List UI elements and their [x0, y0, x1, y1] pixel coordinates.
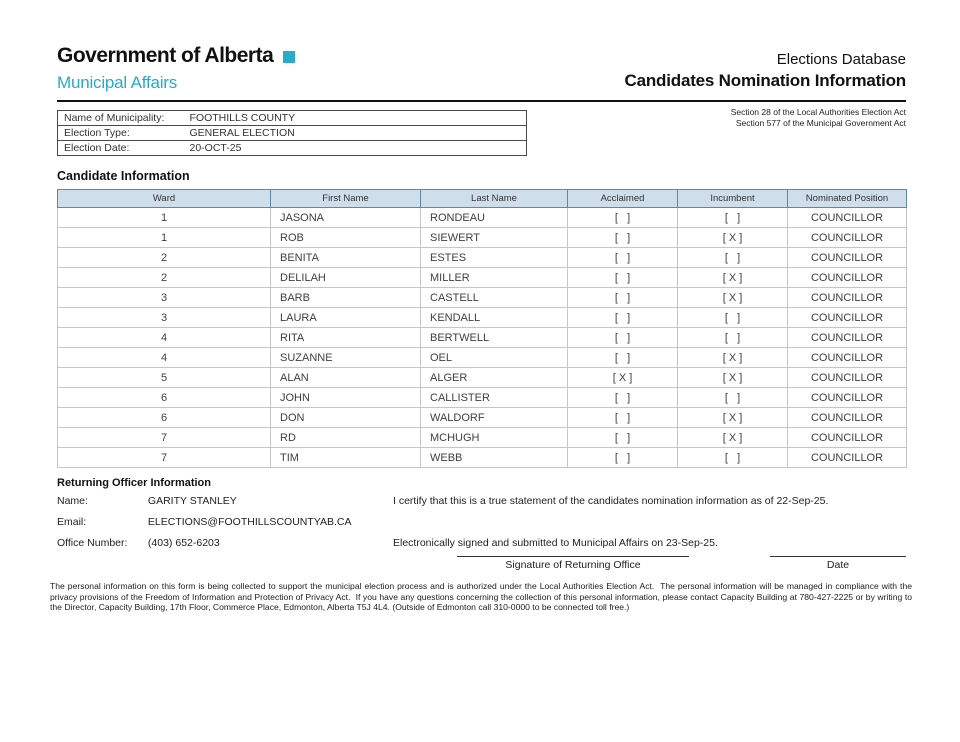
cell-acclaimed: [ ]	[568, 308, 678, 328]
column-header-first-name: First Name	[271, 190, 421, 208]
cell-first_name: RITA	[271, 328, 421, 348]
cell-ward: 3	[58, 308, 271, 328]
submission-statement: Electronically signed and submitted to Municipal Affairs on 23-Sep-25.	[393, 537, 718, 549]
cell-first_name: DON	[271, 408, 421, 428]
table-row	[58, 368, 907, 388]
name-value: GARITY STANLEY	[147, 495, 237, 507]
cell-last_name: MCHUGH	[421, 428, 568, 448]
cell-position: COUNCILLOR	[788, 428, 907, 448]
cell-first_name: RD	[271, 428, 421, 448]
cell-incumbent: [ ]	[678, 308, 788, 328]
cell-ward: 6	[58, 408, 271, 428]
department-title: Municipal Affairs	[57, 73, 178, 92]
cell-last_name: ESTES	[421, 248, 568, 268]
table-row	[58, 228, 907, 248]
email-label: Email:	[57, 516, 87, 528]
cell-last_name: CASTELL	[421, 288, 568, 308]
cell-ward: 1	[58, 208, 271, 228]
table-row	[58, 111, 527, 126]
table-row	[58, 126, 527, 141]
cell-acclaimed: [ ]	[568, 288, 678, 308]
certification-statement: I certify that this is a true statement of the candidates nomination information as of 22-Sep-25.	[393, 495, 829, 507]
election-type-label: Election Type:	[58, 126, 184, 141]
cell-first_name: TIM	[271, 448, 421, 468]
table-row	[58, 248, 907, 268]
municipality-name-label: Name of Municipality:	[58, 111, 184, 126]
cell-ward: 3	[58, 288, 271, 308]
candidate-table	[57, 189, 907, 468]
cell-ward: 1	[58, 228, 271, 248]
cell-ward: 4	[58, 348, 271, 368]
cell-first_name: BENITA	[271, 248, 421, 268]
email-value: ELECTIONS@FOOTHILLSCOUNTYAB.CA	[147, 516, 352, 528]
table-row	[58, 328, 907, 348]
returning-officer-section-title: Returning Officer Information	[57, 477, 211, 489]
cell-position: COUNCILLOR	[788, 228, 907, 248]
cell-incumbent: [ X ]	[678, 288, 788, 308]
signature-line-label: Signature of Returning Office	[505, 559, 641, 571]
cell-acclaimed: [ ]	[568, 248, 678, 268]
cell-incumbent: [ ]	[678, 388, 788, 408]
cell-ward: 2	[58, 268, 271, 288]
cell-first_name: ROB	[271, 228, 421, 248]
cell-ward: 6	[58, 388, 271, 408]
cell-position: COUNCILLOR	[788, 288, 907, 308]
cell-last_name: OEL	[421, 348, 568, 368]
column-header-last-name: Last Name	[421, 190, 568, 208]
cell-position: COUNCILLOR	[788, 408, 907, 428]
cell-acclaimed: [ ]	[568, 428, 678, 448]
table-row	[58, 308, 907, 328]
cell-position: COUNCILLOR	[788, 208, 907, 228]
cell-incumbent: [ X ]	[678, 368, 788, 388]
brand-square-icon	[283, 51, 295, 63]
cell-ward: 2	[58, 248, 271, 268]
cell-acclaimed: [ ]	[568, 328, 678, 348]
cell-position: COUNCILLOR	[788, 448, 907, 468]
column-header-incumbent: Incumbent	[678, 190, 788, 208]
cell-last_name: RONDEAU	[421, 208, 568, 228]
section-ref-2: Section 577 of the Municipal Government Act	[735, 118, 906, 128]
cell-position: COUNCILLOR	[788, 328, 907, 348]
signature-line	[457, 556, 689, 571]
cell-position: COUNCILLOR	[788, 368, 907, 388]
election-date-value: 20-OCT-25	[184, 141, 527, 156]
candidate-table-header-row	[58, 190, 907, 208]
table-row	[58, 288, 907, 308]
table-row	[58, 388, 907, 408]
cell-incumbent: [ X ]	[678, 428, 788, 448]
returning-officer-name-row	[57, 495, 237, 507]
cell-acclaimed: [ ]	[568, 448, 678, 468]
cell-last_name: KENDALL	[421, 308, 568, 328]
cell-first_name: DELILAH	[271, 268, 421, 288]
cell-acclaimed: [ ]	[568, 388, 678, 408]
election-type-value: GENERAL ELECTION	[184, 126, 527, 141]
cell-ward: 7	[58, 448, 271, 468]
cell-acclaimed: [ ]	[568, 408, 678, 428]
cell-acclaimed: [ X ]	[568, 368, 678, 388]
candidate-section-title: Candidate Information	[57, 169, 190, 183]
header-left	[57, 44, 295, 93]
cell-first_name: SUZANNE	[271, 348, 421, 368]
cell-ward: 5	[58, 368, 271, 388]
cell-first_name: BARB	[271, 288, 421, 308]
cell-incumbent: [ ]	[678, 208, 788, 228]
cell-last_name: ALGER	[421, 368, 568, 388]
cell-last_name: MILLER	[421, 268, 568, 288]
cell-incumbent: [ ]	[678, 328, 788, 348]
cell-incumbent: [ X ]	[678, 228, 788, 248]
table-row	[58, 141, 527, 156]
cell-first_name: ALAN	[271, 368, 421, 388]
page-title: Candidates Nomination Information	[624, 71, 906, 90]
cell-incumbent: [ X ]	[678, 268, 788, 288]
table-row	[58, 348, 907, 368]
table-row	[58, 408, 907, 428]
cell-last_name: BERTWELL	[421, 328, 568, 348]
returning-officer-phone-row	[57, 537, 220, 549]
section-ref-1: Section 28 of the Local Authorities Election Act	[730, 107, 906, 117]
cell-incumbent: [ ]	[678, 448, 788, 468]
returning-officer-email-row	[57, 516, 352, 528]
date-line	[770, 556, 906, 571]
municipality-name-value: FOOTHILLS COUNTY	[184, 111, 527, 126]
cell-last_name: SIEWERT	[421, 228, 568, 248]
cell-acclaimed: [ ]	[568, 208, 678, 228]
database-title: Elections Database	[776, 51, 906, 68]
cell-position: COUNCILLOR	[788, 388, 907, 408]
table-row	[58, 428, 907, 448]
table-row	[58, 208, 907, 228]
cell-acclaimed: [ ]	[568, 348, 678, 368]
municipality-info-table	[57, 110, 527, 156]
cell-first_name: JOHN	[271, 388, 421, 408]
org-title	[57, 44, 295, 68]
column-header-acclaimed: Acclaimed	[568, 190, 678, 208]
table-row	[58, 268, 907, 288]
cell-acclaimed: [ ]	[568, 268, 678, 288]
legal-section-refs	[731, 107, 906, 129]
privacy-fine-print: The personal information on this form is being collected to support the municipal election process and is authorized under the Local Authorities Election Act. The personal information will be managed in compliance with the privacy provisions of the Freedom of Information and Protection of Privacy Act. If you have any questions concerning the collection of this personal information, please contact Capacity Building at 780-427-2225 or by writing to the Director, Capacity Building, 17th Floor, Commerce Place, Edmonton, Alberta T5J 4L4. (Outside of Edmonton call 310-0000 to be connected toll free.)	[50, 581, 912, 613]
election-date-label: Election Date:	[58, 141, 184, 156]
cell-last_name: WALDORF	[421, 408, 568, 428]
cell-incumbent: [ ]	[678, 248, 788, 268]
office-number-value: (403) 652-6203	[147, 537, 220, 549]
cell-position: COUNCILLOR	[788, 348, 907, 368]
cell-last_name: WEBB	[421, 448, 568, 468]
cell-first_name: LAURA	[271, 308, 421, 328]
cell-ward: 4	[58, 328, 271, 348]
cell-first_name: JASONA	[271, 208, 421, 228]
cell-acclaimed: [ ]	[568, 228, 678, 248]
column-header-ward: Ward	[58, 190, 271, 208]
cell-position: COUNCILLOR	[788, 268, 907, 288]
cell-incumbent: [ X ]	[678, 348, 788, 368]
cell-position: COUNCILLOR	[788, 308, 907, 328]
header-right	[625, 51, 906, 91]
cell-incumbent: [ X ]	[678, 408, 788, 428]
cell-ward: 7	[58, 428, 271, 448]
cell-last_name: CALLISTER	[421, 388, 568, 408]
header-divider	[57, 100, 906, 102]
org-title-text: Government of Alberta	[57, 44, 274, 67]
table-row	[58, 448, 907, 468]
column-header-nominated-position: Nominated Position	[788, 190, 907, 208]
date-line-label: Date	[826, 559, 850, 571]
office-number-label: Office Number:	[57, 537, 128, 549]
name-label: Name:	[57, 495, 88, 507]
candidate-table-body	[58, 208, 907, 468]
cell-position: COUNCILLOR	[788, 248, 907, 268]
